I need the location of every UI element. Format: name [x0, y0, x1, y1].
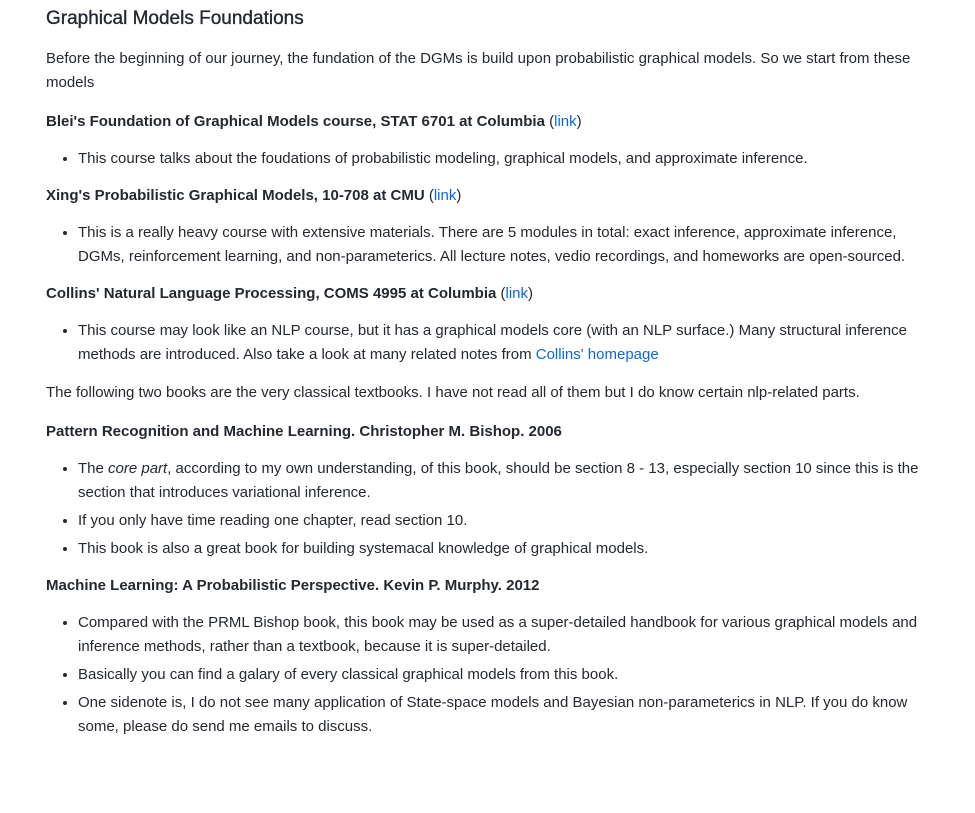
list-item: • One sidenote is, I do not see many application of State-space models and Bayesian non-parameterics in NLP. If you do know some, please do send me emails to discuss. [78, 691, 929, 739]
course-heading-collins: Collins' Natural Language Processing, COMS 4995 at Columbia (link) [46, 285, 534, 302]
book-heading-bishop: Pattern Recognition and Machine Learning. Christopher M. Bishop. 2006 [46, 423, 562, 440]
book-notes-bishop [46, 457, 929, 561]
list-item-text: This course may look like an NLP course, but it has a graphical models core (with an NLP surface.) Many structural inference methods are introduced. Also take a look at many related notes from [78, 322, 907, 363]
list-item: • This course talks about the foudations of probabilistic modeling, graphical models, and approximate inference. [78, 147, 929, 171]
list-item: • If you only have time reading one chapter, read section 10. [78, 509, 929, 533]
section-title: Graphical Models Foundations [46, 8, 304, 29]
collins-homepage-link[interactable]: Collins' homepage [535, 346, 659, 363]
list-item: • This book is also a great book for building systemacal knowledge of graphical models. [78, 537, 929, 561]
course-title: Blei's Foundation of Graphical Models course, STAT 6701 at Columbia [46, 113, 545, 130]
book-notes-murphy [46, 611, 929, 739]
list-item-text: The [78, 460, 109, 477]
course-notes-xing [46, 221, 929, 269]
list-item: • This is a really heavy course with extensive materials. There are 5 modules in total: exact inference, approximate inference, DGMs, reinforcement learning, and non-parameterics. All lecture notes, vedio recordings, and homeworks are open-sourced. [78, 221, 929, 269]
emphasis-text: core part [108, 460, 168, 477]
course-title: Collins' Natural Language Processing, COMS 4995 at Columbia [46, 285, 497, 302]
course-heading-blei: Blei's Foundation of Graphical Models course, STAT 6701 at Columbia (link) [46, 113, 582, 130]
book-heading-murphy: Machine Learning: A Probabilistic Perspective. Kevin P. Murphy. 2012 [46, 577, 540, 594]
list-item [78, 457, 929, 505]
course-title: Xing's Probabilistic Graphical Models, 10-708 at CMU [46, 187, 425, 204]
course-link-xing[interactable]: link [433, 187, 457, 204]
intro-paragraph: Before the beginning of our journey, the fundation of the DGMs is build upon probabilistic graphical models. So we start from these models [46, 50, 911, 91]
course-notes-blei [46, 147, 929, 171]
list-item-text: , according to my own understanding, of this book, should be section 8 - 13, especially section 10 since this is the section that introduces variational inference. [78, 460, 919, 501]
list-item: • Basically you can find a galary of every classical graphical models from this book. [78, 663, 929, 687]
books-intro-paragraph: The following two books are the very classical textbooks. I have not read all of them but I do know certain nlp-related parts. [46, 384, 860, 401]
list-item [78, 319, 929, 367]
list-item: • Compared with the PRML Bishop book, this book may be used as a super-detailed handbook for various graphical models and inference methods, rather than a textbook, because it is super-detailed. [78, 611, 929, 659]
course-notes-collins [46, 319, 929, 367]
course-heading-xing: Xing's Probabilistic Graphical Models, 10-708 at CMU (link) [46, 187, 462, 204]
course-link-collins[interactable]: link [505, 285, 529, 302]
course-link-blei[interactable]: link [554, 113, 577, 130]
